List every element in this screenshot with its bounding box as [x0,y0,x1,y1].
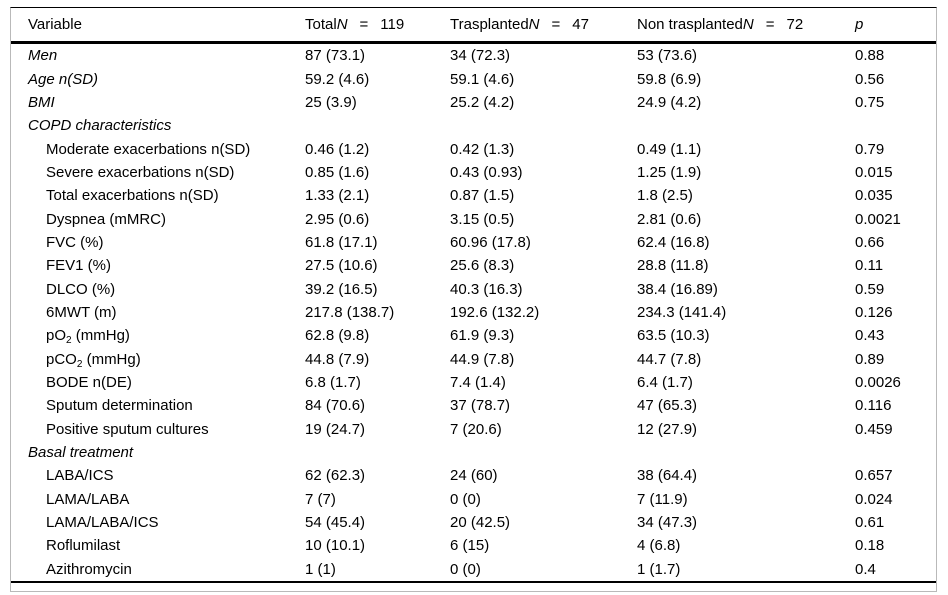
table-row [11,511,936,534]
column-header-variable: Variable [28,16,82,33]
transplanted-cell: 7 (20.6) [450,420,502,438]
variable-cell: Azithromycin [46,560,132,578]
non-transplanted-cell: 1.8 (2.5) [637,187,693,205]
total-cell: 84 (70.6) [305,397,366,415]
variable-cell: Sputum determination [46,397,193,415]
non-transplanted-cell: 7 (11.9) [637,490,688,508]
non-transplanted-cell: 6.4 (1.7) [637,373,693,391]
total-cell: 39.2 (16.5) [305,280,378,298]
variable-cell: BMI [28,93,55,111]
transplanted-cell: 0.42 (1.3) [450,140,515,158]
table-row [11,371,936,394]
variable-cell: LAMA/LABA/ICS [46,514,159,532]
transplanted-cell: 0 (0) [450,490,481,508]
p-value-cell: 0.66 [855,233,885,251]
variable-cell: pCO$_2$ (mmHg) [46,350,141,370]
total-cell: 62 (62.3) [305,467,366,485]
total-cell: 1.33 (2.1) [305,187,370,205]
table-row [11,137,936,160]
non-transplanted-cell: 62.4 (16.8) [637,233,710,251]
p-value-cell: 0.657 [855,467,893,485]
table-row [11,207,936,230]
non-transplanted-cell: 234.3 (141.4) [637,303,727,321]
non-transplanted-cell: 47 (65.3) [637,397,698,415]
variable-cell: Basal treatment [28,444,134,462]
variable-cell: Men [28,47,58,65]
column-header-transplanted [450,17,637,32]
p-value-cell: 0.88 [855,47,885,65]
p-value-cell: 0.459 [855,420,893,438]
table-row [11,488,936,511]
variable-cell: Severe exacerbations n(SD) [46,163,235,181]
table-row [11,301,936,324]
subscript: 2 [66,335,72,347]
p-value-cell: 0.0026 [855,373,901,391]
p-value-cell: 0.75 [855,93,885,111]
non-transplanted-cell: 63.5 (10.3) [637,327,710,345]
total-cell: 61.8 (17.1) [305,233,378,251]
p-value-cell: 0.79 [855,140,885,158]
non-transplanted-cell: 4 (6.8) [637,537,681,555]
table-row [11,324,936,347]
p-value-cell: 0.035 [855,187,893,205]
p-value-cell: 0.015 [855,163,893,181]
transplanted-label: Trasplanted [450,16,529,33]
p-value-cell: 0.0021 [855,210,901,228]
variable-cell: FVC (%) [46,233,104,251]
transplanted-cell: 25.2 (4.2) [450,93,515,111]
variable-cell: $pO_2$ (mmHg) [46,327,130,347]
table-header-row [11,8,936,44]
non-transplanted-cell: 34 (47.3) [637,514,698,532]
total-cell: 59.2 (4.6) [305,70,370,88]
variable-cell: BODE n(DE) [46,373,132,391]
section-header-row [11,114,936,137]
p-value-cell: 0.126 [855,303,893,321]
p-value-cell: 0.18 [855,537,885,555]
variable-cell: Positive sputum cultures [46,420,209,438]
total-cell: 1 (1) [305,560,336,578]
variable-cell: FEV1 (%) [46,257,112,275]
table-row [11,91,936,114]
total-label: Total [305,16,337,33]
table-row [11,231,936,254]
total-equals-sign: = [359,16,369,33]
total-cell: 10 (10.1) [305,537,366,555]
transplanted-cell: 25.6 (8.3) [450,257,515,275]
variable-cell: Moderate exacerbations n(SD) [46,140,251,158]
clinical-characteristics-table [10,7,937,592]
total-count: 119 [380,16,405,33]
variable-cell: DLCO (%) [46,280,116,298]
non-transplanted-cell: 28.8 (11.8) [637,257,709,275]
total-cell: 54 (45.4) [305,514,366,532]
total-n-symbol: N [336,16,348,33]
non-transplanted-cell: 44.7 (7.8) [637,350,702,368]
non-transplanted-cell: 1.25 (1.9) [637,163,702,181]
table-body [11,44,936,583]
total-cell: 0.85 (1.6) [305,163,370,181]
total-cell: 6.8 (1.7) [305,373,361,391]
table-row [11,534,936,557]
p-value-cell: 0.59 [855,280,885,298]
transplanted-cell: 0 (0) [450,560,481,578]
total-cell: 0.46 (1.2) [305,140,370,158]
non-transplanted-n-symbol: N [742,16,754,33]
table-row [11,254,936,277]
variable-cell: LAMA/LABA [46,490,130,508]
non-transplanted-cell: 38 (64.4) [637,467,698,485]
transplanted-cell: 59.1 (4.6) [450,70,515,88]
p-value-cell: 0.116 [855,397,892,415]
table-row [11,418,936,441]
variable-cell: Total exacerbations n(SD) [46,187,219,205]
column-header-p-value: p [855,16,864,33]
table-row [11,161,936,184]
total-cell: 2.95 (0.6) [305,210,370,228]
transplanted-equals-sign: = [551,16,561,33]
variable-cell: Age n(SD) [28,70,99,88]
transplanted-cell: 7.4 (1.4) [450,373,506,391]
table-row [11,464,936,487]
non-transplanted-label: Non trasplanted [637,16,743,33]
transplanted-n-symbol: N [528,16,540,33]
column-header-non-transplanted [637,17,855,32]
non-transplanted-cell: 1 (1.7) [637,560,681,578]
transplanted-cell: 61.9 (9.3) [450,327,515,345]
total-cell: 7 (7) [305,490,336,508]
non-transplanted-cell: 2.81 (0.6) [637,210,702,228]
p-value-cell: 0.89 [855,350,885,368]
transplanted-cell: 24 (60) [450,467,498,485]
non-transplanted-cell: 59.8 (6.9) [637,70,702,88]
p-value-cell: 0.61 [855,514,885,532]
transplanted-cell: 20 (42.5) [450,514,511,532]
transplanted-cell: 0.87 (1.5) [450,187,515,205]
table-row [11,67,936,90]
table-row [11,277,936,300]
section-header-row [11,441,936,464]
non-transplanted-cell: 0.49 (1.1) [637,140,702,158]
total-cell: 62.8 (9.8) [305,327,370,345]
table-row [11,394,936,417]
transplanted-cell: 3.15 (0.5) [450,210,515,228]
p-value-cell: 0.4 [855,560,876,578]
non-transplanted-cell: 24.9 (4.2) [637,93,702,111]
total-cell: 19 (24.7) [305,420,366,438]
total-cell: 27.5 (10.6) [305,257,378,275]
subscript: 2 [76,358,83,370]
variable-cell: 6MWT (m) [46,303,117,321]
non-transplanted-count: 72 [786,16,804,33]
column-header-total [305,17,450,32]
transplanted-cell: 44.9 (7.8) [450,350,515,368]
table-row [11,558,936,581]
total-cell: 44.8 (7.9) [305,350,370,368]
transplanted-cell: 37 (78.7) [450,397,511,415]
table-row [11,44,936,67]
non-transplanted-cell: 38.4 (16.89) [637,280,718,298]
transplanted-cell: 60.96 (17.8) [450,233,531,251]
p-value-cell: 0.11 [855,257,884,275]
total-cell: 25 (3.9) [305,93,357,111]
transplanted-cell: 40.3 (16.3) [450,280,523,298]
p-value-cell: 0.43 [855,327,885,345]
total-cell: 217.8 (138.7) [305,303,395,321]
non-transplanted-cell: 12 (27.9) [637,420,698,438]
non-transplanted-cell: 53 (73.6) [637,47,698,65]
p-value-cell: 0.56 [855,70,885,88]
p-value-cell: 0.024 [855,490,893,508]
variable-cell: COPD characteristics [28,117,172,135]
variable-cell: LABA/ICS [46,467,114,485]
table-row [11,347,936,370]
transplanted-cell: 34 (72.3) [450,47,511,65]
variable-cell: Roflumilast [46,537,121,555]
non-transplanted-equals-sign: = [765,16,775,33]
transplanted-cell: 0.43 (0.93) [450,163,523,181]
table-row [11,184,936,207]
transplanted-cell: 6 (15) [450,537,490,555]
variable-cell: Dyspnea (mMRC) [46,210,167,228]
transplanted-cell: 192.6 (132.2) [450,303,540,321]
total-cell: 87 (73.1) [305,47,366,65]
transplanted-count: 47 [572,16,589,33]
